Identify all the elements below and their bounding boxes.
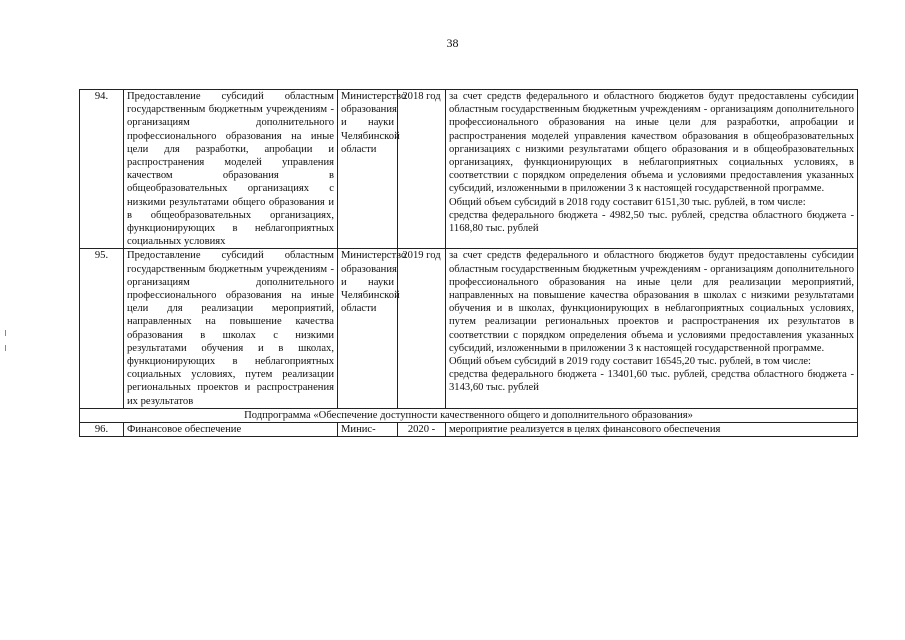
margin-mark <box>5 345 6 351</box>
row-number: 95. <box>80 249 124 408</box>
executor: Минис- <box>338 423 398 437</box>
result-total: Общий объем субсидий в 2018 году составит 6151,30 тыс. рублей, в том числе: <box>449 196 806 208</box>
program-activities-table <box>79 89 858 437</box>
margin-mark <box>5 330 6 336</box>
row-number: 94. <box>80 90 124 249</box>
expected-result <box>446 90 858 249</box>
table-row <box>80 423 858 437</box>
result-text: мероприятие реализуется в целях финансового обеспечения <box>449 424 721 436</box>
result-total: Общий объем субсидий в 2019 году составит 16545,20 тыс. рублей, в том числе: <box>449 356 812 368</box>
row-number: 96. <box>80 423 124 437</box>
executor: Министерство образования и науки Челябинской области <box>338 249 398 408</box>
year: 2020 - <box>398 423 446 437</box>
executor: Министерство образования и науки Челябинской области <box>338 90 398 249</box>
result-breakdown: средства федерального бюджета - 4982,50 тыс. рублей, средства областного бюджета - 1168,80 тыс. рублей <box>449 209 854 235</box>
table-row <box>80 249 858 408</box>
result-text: за счет средств федерального и областного бюджетов будут предоставлены субсидии областным государственным бюджетным учреждениям - организациям дополнительного профессионального образования на иные цели для разработки, апробации и распространения моделей управления качеством образования в общеобразовательных организациях с низкими результатами общего образования и в общеобразовательных организациях, функционирующих в неблагоприятных социальных условиях, в соответствии с порядком определения объема и условиями предоставления указанных субсидий, изложенными в приложении 3 к настоящей государственной программе. <box>449 91 854 195</box>
activity-description: Предоставление субсидий областным государственным бюджетным учреждениям - организациям дополнительного профессионального образования на иные цели для разработки, апробации и распространения моделей управления качеством образования в общеобразовательных организациях с низкими результатами общего образования и в общеобразовательных организациях, функционирующих в неблагоприятных социальных условиях <box>124 90 338 249</box>
year: 2019 год <box>398 249 446 408</box>
page-number: 38 <box>446 36 459 50</box>
expected-result <box>446 249 858 408</box>
result-breakdown: средства федерального бюджета - 13401,60 тыс. рублей, средства областного бюджета - 3143,60 тыс. рублей <box>449 369 854 394</box>
table-row <box>80 90 858 249</box>
result-text: за счет средств федерального и областного бюджетов будут предоставлены субсидии областным государственным бюджетным учреждениям - организациям дополнительного профессионального образования на иные цели для реализации мероприятий, направленных на повышение качества образования в школах с низкими результатами обучения и в школах, функционирующих в неблагоприятных социальных условиях, путем реализации региональных проектов и распространения их результатов в соответствии с порядком определения объема и условиями предоставления указанных субсидий, изложенными в приложении 3 к настоящей государственной программе. <box>449 250 854 354</box>
description-text: Финансовое обеспечение <box>127 424 242 436</box>
year: 2018 год <box>398 90 446 249</box>
expected-result <box>446 423 858 437</box>
activity-description: Предоставление субсидий областным государственным бюджетным учреждениям - организациям дополнительного профессионального образования на иные цели для реализации мероприятий, направленных на повышение качества образования в школах с низкими результатами обучения и в школах, функционирующих в неблагоприятных социальных условиях, путем реализации региональных проектов и распространения их результатов <box>124 249 338 408</box>
activity-description <box>124 423 338 437</box>
subprogram-title: Подпрограмма «Обеспечение доступности качественного общего и дополнительного образования» <box>80 408 858 422</box>
subprogram-header-row <box>80 408 858 422</box>
